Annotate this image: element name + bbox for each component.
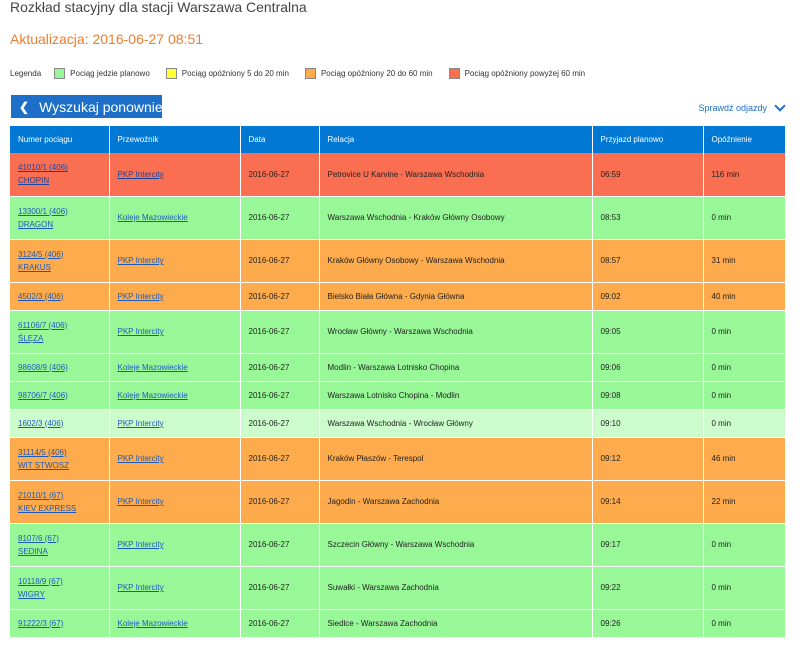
cell-scheduled-arrival: 09:14 <box>592 480 703 523</box>
carrier-link[interactable]: PKP Intercity <box>117 583 164 592</box>
cell-train-number <box>10 523 109 566</box>
table-row <box>10 609 785 637</box>
cell-date: 2016-06-27 <box>240 523 319 566</box>
cell-route: Jagodin - Warszawa Zachodnia <box>319 480 592 523</box>
cell-delay: 40 min <box>703 282 785 310</box>
cell-date: 2016-06-27 <box>240 566 319 609</box>
table-row <box>10 282 785 310</box>
cell-delay: 0 min <box>703 310 785 353</box>
train-number-link[interactable]: 31114/5 (406) <box>18 447 67 457</box>
train-number-link[interactable]: 98608/9 (406) <box>18 362 68 372</box>
cell-date: 2016-06-27 <box>240 310 319 353</box>
cell-scheduled-arrival: 09:06 <box>592 353 703 381</box>
cell-train-number <box>10 153 109 196</box>
cell-date: 2016-06-27 <box>240 282 319 310</box>
cell-date: 2016-06-27 <box>240 353 319 381</box>
cell-train-number <box>10 310 109 353</box>
train-name-link[interactable]: SEDINA <box>18 546 48 556</box>
cell-route: Warszawa Lotnisko Chopina - Modlin <box>319 381 592 409</box>
arrivals-table <box>10 126 786 638</box>
cell-date: 2016-06-27 <box>240 239 319 282</box>
cell-route: Siedlce - Warszawa Zachodnia <box>319 609 592 637</box>
cell-route: Wrocław Główny - Warszawa Wschodnia <box>319 310 592 353</box>
carrier-link[interactable]: PKP Intercity <box>117 169 164 179</box>
train-number-link[interactable]: 8107/6 (67) <box>18 533 59 543</box>
legend-title: Legenda <box>10 68 42 78</box>
train-number-link[interactable]: 41010/1 (406) <box>18 163 68 173</box>
carrier-link[interactable]: PKP Intercity <box>117 454 164 463</box>
cell-train-number <box>10 409 109 437</box>
cell-delay: 22 min <box>703 480 785 523</box>
train-name-link[interactable]: CHOPIN <box>18 176 50 186</box>
chevron-left-icon: ❮ <box>19 99 30 114</box>
cell-delay: 0 min <box>703 566 785 609</box>
cell-scheduled-arrival: 09:12 <box>592 437 703 480</box>
train-name-link[interactable]: KIEV EXPRESS <box>18 503 77 513</box>
cell-scheduled-arrival: 09:17 <box>592 523 703 566</box>
cell-route: Bielsko Biała Główna - Gdynia Główna <box>319 282 592 310</box>
train-number-link[interactable]: 10118/9 (67) <box>18 576 63 586</box>
cell-carrier <box>109 239 240 282</box>
cell-date: 2016-06-27 <box>240 381 319 409</box>
cell-delay: 0 min <box>703 196 785 239</box>
carrier-link[interactable]: PKP Intercity <box>117 291 164 301</box>
table-row <box>10 437 785 480</box>
table-row <box>10 353 785 381</box>
train-name-link[interactable]: KRAKUS <box>18 262 51 272</box>
column-header-delay: Opóźnienie <box>703 126 785 153</box>
cell-route: Warszawa Wschodnia - Wrocław Główny <box>319 409 592 437</box>
legend-item-delay-over-60 <box>449 68 586 79</box>
legend-label: Pociąg opóźniony 20 do 60 min <box>320 68 433 78</box>
cell-scheduled-arrival: 09:10 <box>592 409 703 437</box>
table-row <box>10 310 785 353</box>
cell-train-number <box>10 480 109 523</box>
cell-carrier <box>109 409 240 437</box>
column-header-route: Relacja <box>319 126 592 153</box>
cell-scheduled-arrival: 08:57 <box>592 239 703 282</box>
page-title: Rozkład stacyjny dla stacji Warszawa Centralna <box>10 0 307 15</box>
train-number-link[interactable]: 1602/3 (406) <box>18 418 64 428</box>
table-row <box>10 196 785 239</box>
table-row <box>10 153 785 196</box>
carrier-link[interactable]: Koleje Mazowieckie <box>117 213 188 222</box>
carrier-link[interactable]: PKP Intercity <box>117 418 164 428</box>
cell-route: Warszawa Wschodnia - Kraków Główny Osobowy <box>319 196 592 239</box>
cell-date: 2016-06-27 <box>240 437 319 480</box>
table-row <box>10 409 785 437</box>
cell-date: 2016-06-27 <box>240 609 319 637</box>
cell-route: Petrovice U Karvine - Warszawa Wschodnia <box>319 153 592 196</box>
cell-carrier <box>109 609 240 637</box>
cell-carrier <box>109 196 240 239</box>
legend-label: Pociąg opóźniony 5 do 20 min <box>181 68 289 78</box>
carrier-link[interactable]: PKP Intercity <box>117 497 164 506</box>
cell-route: Modlin - Warszawa Lotnisko Chopina <box>319 353 592 381</box>
carrier-link[interactable]: Koleje Mazowieckie <box>117 362 188 372</box>
column-header-carrier: Przewoźnik <box>109 126 240 153</box>
check-departures-link[interactable] <box>698 103 784 113</box>
cell-train-number <box>10 566 109 609</box>
cell-carrier <box>109 282 240 310</box>
cell-scheduled-arrival: 09:26 <box>592 609 703 637</box>
carrier-link[interactable]: Koleje Mazowieckie <box>117 390 188 400</box>
train-name-link[interactable]: ŚLĘZA <box>18 333 44 343</box>
train-number-link[interactable]: 21010/1 (67) <box>18 490 64 500</box>
cell-scheduled-arrival: 09:05 <box>592 310 703 353</box>
legend-swatch <box>449 68 460 79</box>
search-again-button[interactable] <box>11 95 162 118</box>
legend-swatch <box>54 68 65 79</box>
train-name-link[interactable]: WIGRY <box>18 589 45 599</box>
cell-scheduled-arrival: 09:02 <box>592 282 703 310</box>
cell-route: Suwałki - Warszawa Zachodnia <box>319 566 592 609</box>
cell-train-number <box>10 239 109 282</box>
cell-date: 2016-06-27 <box>240 480 319 523</box>
column-header-train-number: Numer pociągu <box>10 126 109 153</box>
column-header-scheduled-arrival: Przyjazd planowo <box>592 126 703 153</box>
chevron-down-icon <box>774 100 785 111</box>
legend-item-on-time <box>54 68 150 79</box>
cell-train-number <box>10 282 109 310</box>
legend-label: Pociąg jedzie planowo <box>70 68 150 78</box>
cell-date: 2016-06-27 <box>240 196 319 239</box>
legend <box>10 67 601 79</box>
cell-carrier <box>109 437 240 480</box>
table-row <box>10 239 785 282</box>
legend-swatch <box>166 68 177 79</box>
train-number-link[interactable]: 98706/7 (406) <box>18 390 68 400</box>
cell-train-number <box>10 437 109 480</box>
table-row <box>10 566 785 609</box>
train-name-link[interactable]: WIT STWOSZ <box>18 460 69 470</box>
column-header-date: Data <box>240 126 319 153</box>
cell-delay: 46 min <box>703 437 785 480</box>
legend-label: Pociąg opóźniony powyżej 60 min <box>464 68 586 78</box>
cell-date: 2016-06-27 <box>240 153 319 196</box>
cell-carrier <box>109 566 240 609</box>
legend-swatch <box>305 68 316 79</box>
train-number-link[interactable]: 3124/5 (406) <box>18 249 64 259</box>
cell-carrier <box>109 523 240 566</box>
table-row <box>10 480 785 523</box>
legend-item-delay-20-60 <box>305 68 433 79</box>
cell-delay: 31 min <box>703 239 785 282</box>
cell-train-number <box>10 196 109 239</box>
cell-carrier <box>109 310 240 353</box>
table-header-row <box>10 126 785 153</box>
cell-carrier <box>109 381 240 409</box>
cell-train-number <box>10 609 109 637</box>
cell-delay: 0 min <box>703 523 785 566</box>
check-departures-label: Sprawdź odjazdy <box>698 103 767 113</box>
table-row <box>10 381 785 409</box>
cell-carrier <box>109 353 240 381</box>
legend-item-delay-5-20 <box>166 68 289 79</box>
cell-route: Kraków Główny Osobowy - Warszawa Wschodnia <box>319 239 592 282</box>
cell-route: Kraków Płaszów - Terespol <box>319 437 592 480</box>
carrier-link[interactable]: PKP Intercity <box>117 327 164 336</box>
cell-carrier <box>109 480 240 523</box>
cell-delay: 116 min <box>703 153 785 196</box>
cell-date: 2016-06-27 <box>240 409 319 437</box>
train-number-link[interactable]: 13300/1 (406) <box>18 206 68 216</box>
cell-delay: 0 min <box>703 409 785 437</box>
cell-delay: 0 min <box>703 353 785 381</box>
cell-scheduled-arrival: 09:08 <box>592 381 703 409</box>
train-name-link[interactable]: DRAGON <box>18 219 54 229</box>
cell-route: Szczecin Główny - Warszawa Wschodnia <box>319 523 592 566</box>
carrier-link[interactable]: PKP Intercity <box>117 256 164 265</box>
carrier-link[interactable]: Koleje Mazowieckie <box>117 618 188 628</box>
cell-carrier <box>109 153 240 196</box>
carrier-link[interactable]: PKP Intercity <box>117 540 164 549</box>
cell-scheduled-arrival: 09:22 <box>592 566 703 609</box>
cell-delay: 0 min <box>703 381 785 409</box>
cell-scheduled-arrival: 06:59 <box>592 153 703 196</box>
train-number-link[interactable]: 4502/3 (406) <box>18 291 64 301</box>
search-again-label: Wyszukaj ponownie <box>39 98 163 115</box>
cell-scheduled-arrival: 08:53 <box>592 196 703 239</box>
cell-delay: 0 min <box>703 609 785 637</box>
table-row <box>10 523 785 566</box>
train-number-link[interactable]: 91222/3 (67) <box>18 618 64 628</box>
train-number-link[interactable]: 61106/7 (406) <box>18 320 68 330</box>
cell-train-number <box>10 353 109 381</box>
cell-train-number <box>10 381 109 409</box>
update-timestamp: Aktualizacja: 2016-06-27 08:51 <box>10 31 204 47</box>
